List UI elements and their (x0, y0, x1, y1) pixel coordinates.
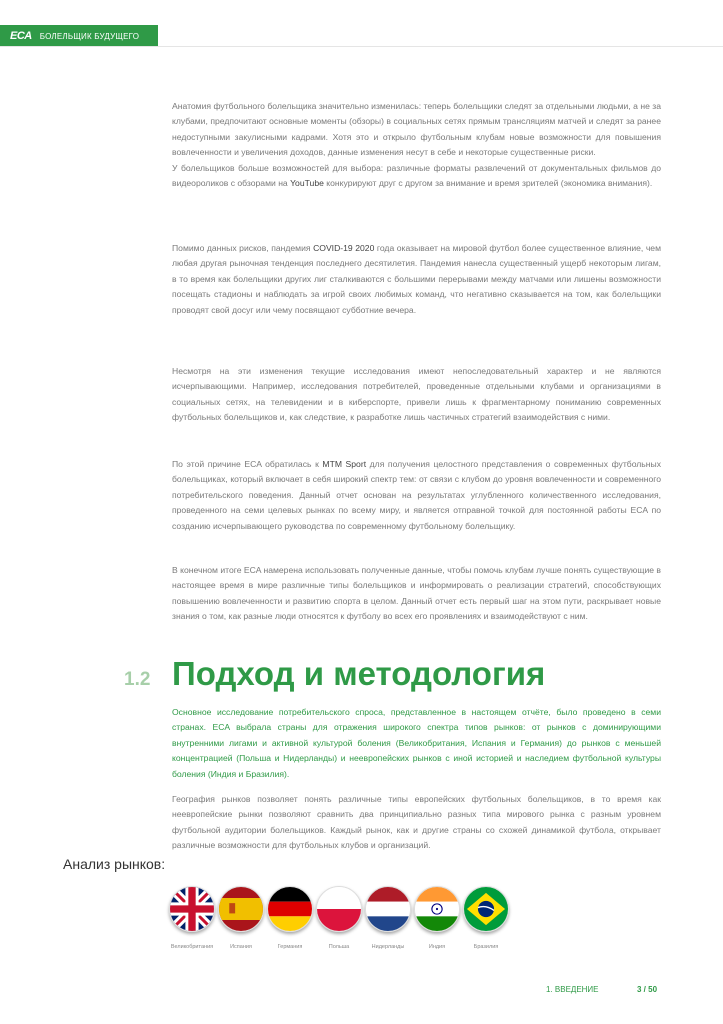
flags-row (170, 886, 509, 950)
section-paragraph-2: География рынков позволяет понять различные типы европейских футбольных болельщиков, в то время как неевропейские рынки позволяют сравнить два принципиально разных типа мирового рынка с разным уровнем футбольной аудитории болельщиков. Каждый рынок, как и другие страны со схожей динамикой футбола, открывает различные возможности для футбольных клубов и организаций. (172, 794, 661, 851)
paragraph-mtm: По этой причине ECA обратилась к MTM Sport для получения целостного представления о современных футбольных болельщиках, который включает в себя широкий спектр тем: от связи с клубом до уровня вовлеченности и современного потребительского поведения. Данный отчет основан на результатах углубленного количественного исследования, проведенного на семи целевых рынках по всему миру, и является отправной точкой для постоянной работы ECA по созданию исчерпывающего руководства по современному футбольному болельщику. (172, 459, 661, 531)
paragraph-covid: Помимо данных рисков, пандемия COVID-19 2020 года оказывает на мировой футбол более существенное влияние, чем любая другая рыночная тенденция последнего десятилетия. Пандемия нанесла существенный ущерб некоторым лигам, в то время как болельщики других лиг сталкиваются с большими перерывами между матчами или лишены возможности посещать стадионы и наблюдать за игрой своих любимых команд, что негативно сказывается на том, как болельщики проводят свой досуг или чему посвящают субботние вечера. (172, 243, 661, 315)
section-paragraph-1: Основное исследование потребительского спроса, представленное в настоящем отчёте, было проведено в семи странах. ECA выбрала страны для отражения широкого спектра типов рынков: от рынков с доминирующими внутренними лигами и активной культурой боления (Великобритания, Испания и Германия) до рынков с меньшей концентрацией (Польша и Нидерланды) и неевропейских рынков с иной историей и наследием футбольной культуры боления (Индия и Бразилия). (172, 707, 661, 779)
flag-label: Испания (230, 944, 252, 950)
flag-item-uk (170, 886, 214, 950)
flag-label: Германия (277, 944, 303, 950)
brazil-flag-icon (463, 886, 509, 932)
flag-item-netherlands (366, 886, 410, 950)
header-title: БОЛЕЛЬЩИК БУДУЩЕГО (39, 31, 140, 41)
germany-flag-icon (267, 886, 313, 932)
flag-item-india (415, 886, 459, 950)
page-number: 3 / 50 (637, 985, 658, 994)
paragraph-1: Анатомия футбольного болельщика значительно изменилась: теперь болельщики следят за отдельными людьми, а не за клубами, предпочитают основные моменты (обзоры) в социальных сетях прямым трансляциям матчей и следят за ранее недоступными закулисными кадрами. Хотя это и открыло футбольным клубам новые возможности для повышения вовлеченности и увеличения доходов, данные изменения несут в себе и некоторые существенные риски. У болельщиков больше возможностей для выбора: различные форматы развлечений от документальных фильмов до видеороликов с обзорами на YouTube конкурируют друг с другом за внимание и время зрителей (экономика внимания). (172, 101, 661, 189)
india-flag-icon (414, 886, 460, 932)
flag-label: Нидерланды (371, 944, 405, 950)
netherlands-flag-icon (365, 886, 411, 932)
eca-logo: ECA (10, 30, 32, 42)
header-rule (0, 46, 723, 47)
flag-label: Польша (328, 944, 350, 950)
flag-label: Индия (428, 944, 446, 950)
poland-flag-icon (316, 886, 362, 932)
paragraph-goal: В конечном итоге ECA намерена использовать полученные данные, чтобы помочь клубам лучше понять существующие в настоящее время в мире различные типы болельщиков и информировать о реализации стратегий, способствующих повышению вовлеченности и развитию спорта в целом. Данный отчет есть первый шаг на этом пути, раскрывает новые знания о том, как разные люди относятся к футболу во всех его проявлениях и взаимодействуют с ним. (172, 565, 661, 622)
spain-flag-icon (218, 886, 264, 932)
section-title: Подход и методология (172, 655, 546, 692)
header-bar (0, 25, 158, 47)
uk-flag-icon (169, 886, 215, 932)
flag-item-germany (268, 886, 312, 950)
paragraph-research: Несмотря на эти изменения текущие исследования имеют непоследовательный характер и не являются исчерпывающими. Например, исследования потребителей, проведенные отдельными клубами и организациями в социальных сетях, на телевидении и в киберспорте, привели лишь к фрагментарному пониманию современных футбольных болельщиков и, как следствие, к разработке лишь частичных стратегий взаимодействия с ними. (172, 366, 661, 423)
flag-item-brazil (464, 886, 508, 950)
footer-section: 1. ВВЕДЕНИЕ (546, 985, 599, 994)
section-number: 1.2 (124, 669, 151, 690)
flag-item-poland (317, 886, 361, 950)
markets-label: Анализ рынков: (63, 856, 166, 872)
flag-label: Бразилия (473, 944, 499, 950)
flag-label: Великобритания (170, 944, 214, 950)
flag-item-spain (219, 886, 263, 950)
